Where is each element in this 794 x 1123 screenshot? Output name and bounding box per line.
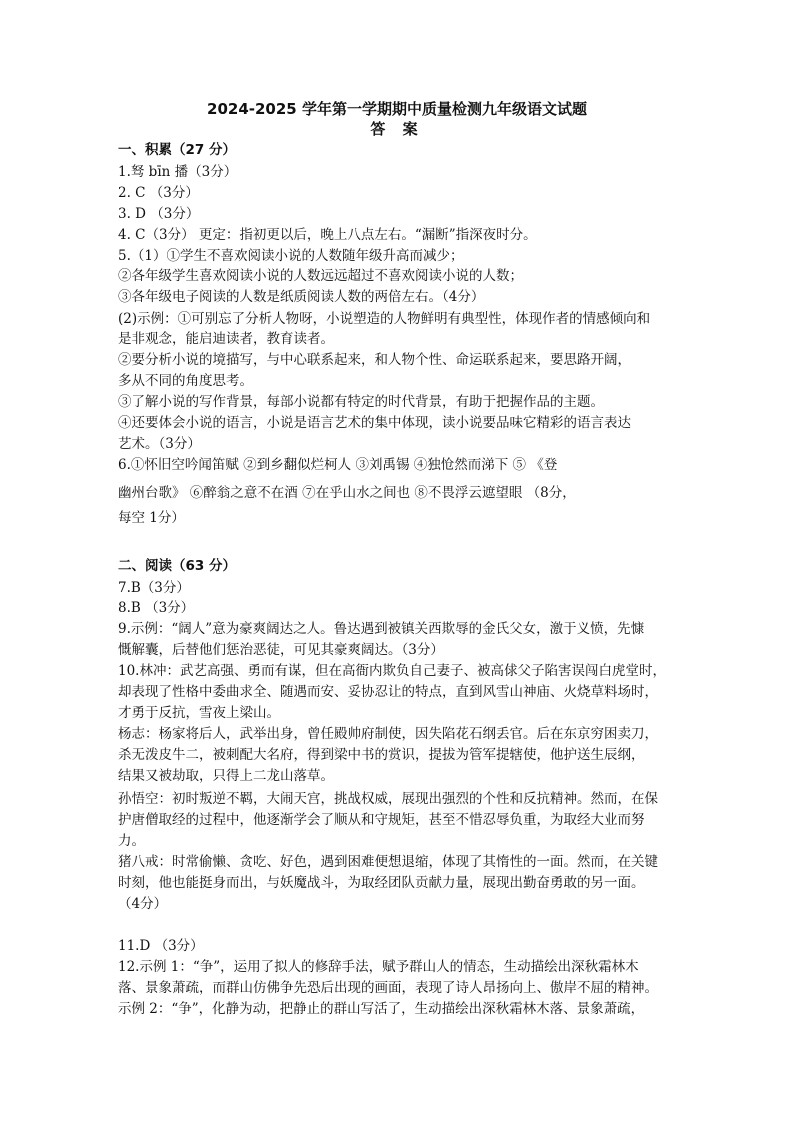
answer-line: 9.示例：“阔人”意为豪爽阔达之人。鲁达遇到被镇关西欺辱的金氏父女，激于义愤，先慷 — [118, 621, 645, 637]
answer-line: 示例 2：“争”，化静为动，把静止的群山写活了，生动描绘出深秋霜林木落、景象萧疏， — [118, 1001, 645, 1017]
answer-line: 落、景象萧疏，而群山仿佛争先恐后出现的画面，表现了诗人昂扬向上、傲岸不屈的精神。 — [118, 980, 658, 996]
answer-line: 猪八戒：时常偷懒、贪吃、好色，遇到困难便想退缩，体现了其惰性的一面。然而，在关键 — [118, 854, 658, 870]
answer-line: ③了解小说的写作背景，每部小说都有特定的时代背景，有助于把握作品的主题。 — [118, 394, 604, 410]
answer-line: 6.①怀旧空吟闻笛赋 ②到乡翻似烂柯人 ③刘禹锡 ④独怆然而涕下 ⑤ 《登 — [118, 457, 558, 473]
answer-line: （4分） — [118, 896, 168, 912]
answer-line: 结果又被劫取，只得上二龙山落草。 — [118, 768, 334, 784]
answer-line: 杀无泼皮牛二，被刺配大名府，得到梁中书的赏识，提拔为管军提辖使，他护送生辰纲， — [118, 747, 645, 763]
answer-line: 却表现了性格中委曲求全、随遇而安、妥协忍让的特点，直到风雪山神庙、火烧草料场时， — [118, 684, 658, 700]
answer-line: 3. D （3分） — [118, 206, 200, 222]
answer-line: ②要分析小说的境描写，与中心联系起来，和人物个性、命运联系起来，要思路开阔， — [118, 352, 631, 368]
answer-line: 4. C（3分） 更定：指初更以后，晚上八点左右。“漏断”指深夜时分。 — [118, 227, 537, 243]
answer-line: 才勇于反抗，雪夜上梁山。 — [118, 705, 280, 721]
answer-line: 10.林冲：武艺高强、勇而有谋，但在高衙内欺负自己妻子、被高俅父子陷害误闯白虎堂时， — [118, 663, 666, 679]
answer-line: 是非观念，能启迪读者，教育读者。 — [118, 331, 334, 347]
answer-line: 每空 1分） — [118, 510, 185, 526]
answer-line: 护唐僧取经的过程中，他逐渐学会了顺从和守规矩，甚至不惜忍辱负重，为取经大业而努 — [118, 812, 645, 828]
answer-line: ②各年级学生喜欢阅读小说的人数远远超过不喜欢阅读小说的人数； — [118, 268, 523, 284]
document-title: 2024-2025 学年第一学期期中质量检测九年级语文试题 — [207, 100, 587, 118]
answer-line: 杨志：杨家将后人，武举出身，曾任殿帅府制使，因失陷花石纲丢官。后在东京穷困卖刀， — [118, 726, 658, 742]
answer-line: ③各年级电子阅读的人数是纸质阅读人数的两倍左右。（4分） — [118, 289, 485, 305]
section-heading: 一、积累（27 分） — [118, 142, 236, 158]
answer-line: 艺术。（3分） — [118, 436, 201, 452]
section-heading: 二、阅读（63 分） — [118, 558, 236, 574]
answer-line: 慨解囊，后替他们惩治恶徒，可见其豪爽阔达。（3分） — [118, 642, 444, 658]
answer-line: 7.B（3分） — [118, 580, 190, 596]
answer-line: 1.驽 bīn 播（3分） — [118, 164, 238, 180]
answer-line: 时刻，他也能挺身而出，与妖魔战斗，为取经团队贡献力量，展现出勤奋勇敢的另一面。 — [118, 875, 645, 891]
answer-line: 11.D （3分） — [118, 938, 204, 954]
answer-line: 12.示例 1：“争”，运用了拟人的修辞手法，赋予群山人的情态，生动描绘出深秋霜林木 — [118, 959, 639, 975]
answer-line: 5.（1）①学生不喜欢阅读小说的人数随年级升高而减少； — [118, 248, 464, 264]
answer-line: 孙悟空：初时叛逆不羁，大闹天宫，挑战权威，展现出强烈的个性和反抗精神。然而，在保 — [118, 791, 658, 807]
answer-line: 2. C （3分） — [118, 185, 199, 201]
answer-line: 8.B （3分） — [118, 600, 195, 616]
document-subtitle: 答 案 — [370, 120, 424, 138]
answer-line: (2)示例：①可别忘了分析人物呀，小说塑造的人物鲜明有典型性，体现作者的情感倾向和 — [118, 311, 651, 327]
answer-line: 幽州台歌》 ⑥醉翁之意不在酒 ⑦在乎山水之间也 ⑧不畏浮云遮望眼 （8分， — [118, 485, 576, 501]
answer-line: ④还要体会小说的语言，小说是语言艺术的集中体现，读小说要品味它精彩的语言表达 — [118, 415, 631, 431]
answer-line: 力。 — [118, 833, 145, 849]
answer-line: 多从不同的角度思考。 — [118, 373, 253, 389]
